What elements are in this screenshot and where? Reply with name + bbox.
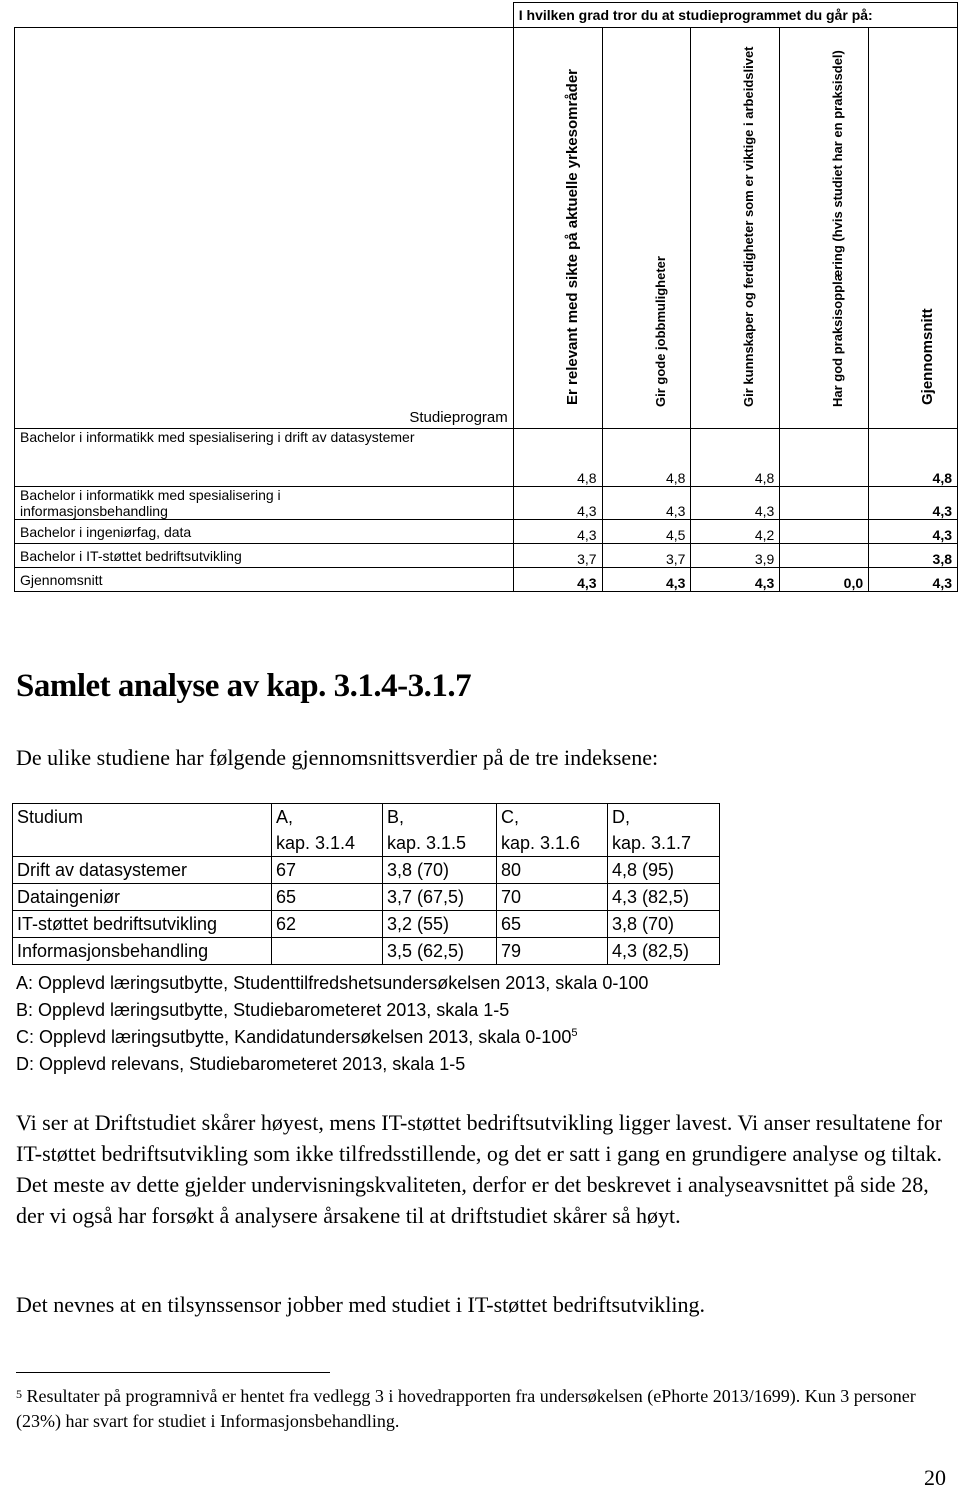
page-number: 20	[924, 1465, 946, 1490]
index-table-header: Studium A, kap. 3.1.4 B, kap. 3.1.5 C, kap. 3.1.6 D, kap. 3.1.7	[13, 804, 720, 857]
legend-item: D: Opplevd relevans, Studiebarometeret 2013, skala 1-5	[16, 1054, 466, 1074]
index-table	[12, 803, 720, 965]
legend-item: A: Opplevd læringsutbytte, Studenttilfredshetsundersøkelsen 2013, skala 0-100	[16, 973, 649, 993]
footnote-number: 5	[16, 1387, 22, 1401]
analysis-paragraph: Vi ser at Driftstudiet skårer høyest, mens IT-støttet bedriftsutvikling ligger lavest. Vi anser resultatene for IT-støttet bedriftsutvikling som ikke tilfredsstillende, og det er satt i gang en grundigere analyse og tiltak. Det meste av dette gjelder undervisningskvaliteten, derfor er det beskrevet i analyseavsnittet på side 28, der vi også har forsøkt å analysere årsakene til at driftstudiet skårer så høyt.	[16, 1110, 943, 1228]
table-row: Bachelor i informatikk med spesialisering i drift av datasystemer 4,8 4,8 4,8 4,8	[15, 429, 958, 487]
program-cell: Bachelor i informatikk med spesialisering i informasjonsbehandling	[15, 487, 514, 520]
col-header-relevant: Er relevant med sikte på aktuelle yrkesområder	[513, 28, 602, 429]
studieprogram-header: Studieprogram	[15, 28, 514, 429]
footnote: $^5$ Resultater på programnivå er hentet fra vedlegg 3 i hovedrapporten fra undersøkelsen (ePhorte 2013/1699). Kun 3 personer (23%) har svart for studiet i Informasjonsbehandling.	[16, 1386, 916, 1431]
table-row: Dataingeniør 65 3,7 (67,5) 70 4,3 (82,5)	[13, 884, 720, 911]
survey-table	[14, 2, 958, 592]
footnote-reference: 5	[571, 1027, 578, 1039]
table-row: Bachelor i ingeniørfag, data 4,3 4,5 4,2 4,3	[15, 520, 958, 544]
survey-question: I hvilken grad tror du at studieprogrammet du går på:	[513, 3, 957, 28]
table-row: Informasjonsbehandling 3,5 (62,5) 79 4,3 (82,5)	[13, 938, 720, 965]
sensor-paragraph: Det nevnes at en tilsynssensor jobber med studiet i IT-støttet bedriftsutvikling.	[16, 1292, 706, 1317]
footnote-divider	[16, 1372, 330, 1373]
table-row: Drift av datasystemer 67 3,8 (70) 80 4,8 (95)	[13, 857, 720, 884]
program-cell: Gjennomsnitt	[15, 568, 514, 592]
col-header-praksis: Har god praksisopplæring (hvis studiet har en praksisdel)	[780, 28, 869, 429]
program-cell: Bachelor i ingeniørfag, data	[15, 520, 514, 544]
index-legend	[16, 970, 648, 1078]
col-header-gjennomsnitt: Gjennomsnitt	[869, 28, 958, 429]
program-cell: Bachelor i informatikk med spesialisering i drift av datasystemer	[15, 429, 514, 487]
table-row: Bachelor i informatikk med spesialisering i informasjonsbehandling 4,3 4,3 4,3 4,3	[15, 487, 958, 520]
col-header-jobbmuligheter: Gir gode jobbmuligheter	[602, 28, 691, 429]
program-cell: Bachelor i IT-støttet bedriftsutvikling	[15, 544, 514, 568]
intro-text: De ulike studiene har følgende gjennomsnittsverdier på de tre indeksene:	[16, 745, 659, 770]
table-row-average: Gjennomsnitt 4,3 4,3 4,3 0,0 4,3	[15, 568, 958, 592]
legend-item: C: Opplevd læringsutbytte, Kandidatundersøkelsen 2013, skala $0-100^5$	[16, 1027, 578, 1047]
col-header-kunnskaper: Gir kunnskaper og ferdigheter som er viktige i arbeidslivet	[691, 28, 780, 429]
table-row: IT-støttet bedriftsutvikling 62 3,2 (55) 65 3,8 (70)	[13, 911, 720, 938]
section-heading: Samlet analyse av kap. 3.1.4-3.1.7	[16, 668, 472, 704]
table-row: Bachelor i IT-støttet bedriftsutvikling 3,7 3,7 3,9 3,8	[15, 544, 958, 568]
legend-item: B: Opplevd læringsutbytte, Studiebarometeret 2013, skala 1-5	[16, 1000, 510, 1020]
